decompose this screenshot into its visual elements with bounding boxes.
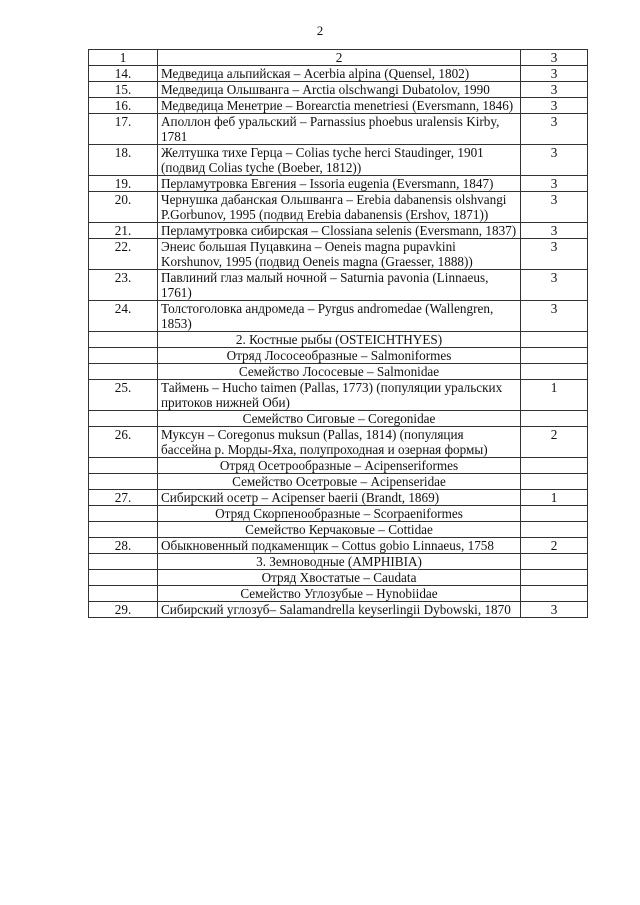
category: 3 [521,602,588,618]
table-row [89,538,588,554]
order-heading-row [89,348,588,364]
row-number: 15. [89,82,158,98]
species-name: Сибирский углозуб– Salamandrella keyserlingii Dybowski, 1870 [158,602,521,618]
table-row [89,176,588,192]
header-col-1: 1 [89,50,158,66]
species-name: Сибирский осетр – Acipenser baerii (Brandt, 1869) [158,490,521,506]
row-number: 18. [89,145,158,176]
table-row [89,239,588,270]
category: 1 [521,490,588,506]
row-number: 19. [89,176,158,192]
table-row [89,98,588,114]
table-row [89,192,588,223]
category: 3 [521,66,588,82]
species-name: Перламутровка сибирская – Clossiana selenis (Eversmann, 1837) [158,223,521,239]
table-header-row [89,50,588,66]
row-number: 23. [89,270,158,301]
order-heading: Отряд Хвостатые – Caudata [158,570,521,586]
table-row [89,82,588,98]
row-number: 29. [89,602,158,618]
species-name: Медведица Ольшванга – Arctia olschwangi Dubatolov, 1990 [158,82,521,98]
order-heading-row [89,570,588,586]
row-number: 24. [89,301,158,332]
class-heading: 3. Земноводные (AMPHIBIA) [158,554,521,570]
species-name: Обыкновенный подкаменщик – Cottus gobio Linnaeus, 1758 [158,538,521,554]
category: 2 [521,427,588,458]
species-name: Павлиний глаз малый ночной – Saturnia pavonia (Linnaeus, 1761) [158,270,521,301]
family-heading-row [89,586,588,602]
row-number: 25. [89,380,158,411]
category: 2 [521,538,588,554]
order-heading-row [89,458,588,474]
row-number: 14. [89,66,158,82]
category: 3 [521,270,588,301]
family-heading: Семейство Сиговые – Coregonidae [158,411,521,427]
table-row [89,602,588,618]
species-name: Чернушка дабанская Ольшванга – Erebia dabanensis olshvangi P.Gorbunov, 1995 (подвид Erebia dabanensis (Ershov, 1871)) [158,192,521,223]
table-row [89,114,588,145]
category: 3 [521,98,588,114]
species-name: Энеис большая Пуцавкина – Oeneis magna pupavkini Korshunov, 1995 (подвид Oeneis magna (Graesser, 1888)) [158,239,521,270]
class-heading-row [89,554,588,570]
table-row [89,427,588,458]
order-heading-row [89,506,588,522]
species-name: Желтушка тихе Герца – Colias tyche herci Staudinger, 1901 (подвид Colias tyche (Boeber, 1812)) [158,145,521,176]
table-row [89,301,588,332]
row-number: 22. [89,239,158,270]
category: 3 [521,192,588,223]
class-heading: 2. Костные рыбы (OSTEICHTHYES) [158,332,521,348]
page-number: 2 [316,23,324,38]
species-name: Толстоголовка андромеда – Pyrgus andromedae (Wallengren, 1853) [158,301,521,332]
category: 3 [521,239,588,270]
table-row [89,490,588,506]
category: 3 [521,145,588,176]
species-name: Муксун – Coregonus muksun (Pallas, 1814) (популяция бассейна р. Морды-Яха, полупроходная и озерная формы) [158,427,521,458]
family-heading-row [89,411,588,427]
row-number: 26. [89,427,158,458]
order-heading: Отряд Лососеобразные – Salmoniformes [158,348,521,364]
category: 3 [521,114,588,145]
row-number: 17. [89,114,158,145]
species-name: Перламутровка Евгения – Issoria eugenia (Eversmann, 1847) [158,176,521,192]
family-heading: Семейство Керчаковые – Cottidae [158,522,521,538]
category: 3 [521,301,588,332]
class-heading-row [89,332,588,348]
header-col-3: 3 [521,50,588,66]
species-name: Медведица альпийская – Acerbia alpina (Quensel, 1802) [158,66,521,82]
species-name: Медведица Менетрие – Borearctia menetriesi (Eversmann, 1846) [158,98,521,114]
family-heading-row [89,522,588,538]
category: 1 [521,380,588,411]
row-number: 20. [89,192,158,223]
table-row [89,66,588,82]
family-heading: Семейство Лососевые – Salmonidae [158,364,521,380]
family-heading-row [89,364,588,380]
species-table [88,49,588,618]
row-number: 27. [89,490,158,506]
family-heading-row [89,474,588,490]
family-heading: Семейство Осетровые – Acipenseridae [158,474,521,490]
table-row [89,270,588,301]
category: 3 [521,223,588,239]
category: 3 [521,82,588,98]
order-heading: Отряд Скорпенообразные – Scorpaeniformes [158,506,521,522]
table-row [89,380,588,411]
species-name: Таймень – Hucho taimen (Pallas, 1773) (популяции уральских притоков нижней Оби) [158,380,521,411]
row-number: 21. [89,223,158,239]
row-number: 16. [89,98,158,114]
row-number: 28. [89,538,158,554]
family-heading: Семейство Углозубые – Hynobiidae [158,586,521,602]
table-row [89,145,588,176]
header-col-2: 2 [158,50,521,66]
table-row [89,223,588,239]
order-heading: Отряд Осетрообразные – Acipenseriformes [158,458,521,474]
species-name: Аполлон феб уральский – Parnassius phoebus uralensis Kirby, 1781 [158,114,521,145]
category: 3 [521,176,588,192]
